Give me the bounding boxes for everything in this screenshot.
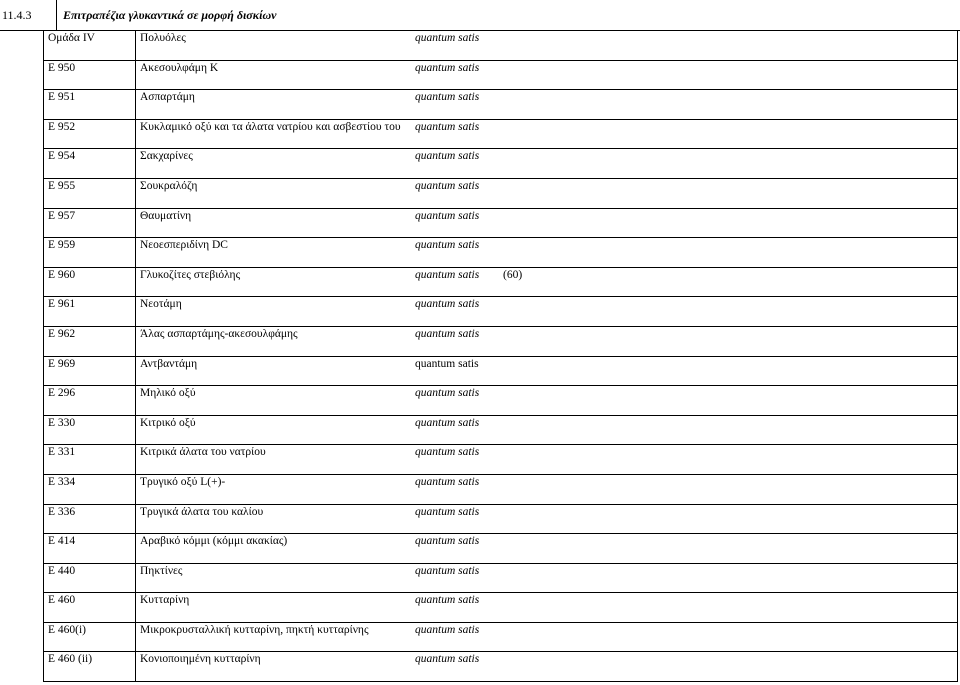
additive-name: Κυκλαμικό οξύ και τα άλατα νατρίου και ασβεστίου του — [140, 120, 401, 133]
additive-code: Ε 957 — [48, 209, 76, 222]
additive-code-cell — [44, 119, 136, 149]
header-divider — [56, 0, 57, 30]
additive-name-cell — [136, 208, 412, 238]
section-header — [0, 0, 960, 31]
max-level-cell — [411, 386, 499, 416]
additive-code: Ε 954 — [48, 150, 76, 163]
additive-code: Ε 951 — [48, 91, 76, 104]
table-row — [44, 534, 958, 564]
additive-name-cell — [136, 386, 412, 416]
max-level: quantum satis — [415, 594, 480, 607]
additive-name: Κιτρικό οξύ — [140, 416, 196, 429]
footnote-cell — [499, 178, 958, 208]
max-level-cell — [411, 356, 499, 386]
table-row — [44, 652, 958, 682]
additive-name: Αντβαντάμη — [140, 357, 198, 370]
footnote-cell — [499, 31, 958, 61]
table-row — [44, 267, 958, 297]
footnote-cell — [499, 622, 958, 652]
max-level: quantum satis — [415, 505, 480, 518]
footnote-cell — [499, 119, 958, 149]
footnote-cell — [499, 356, 958, 386]
section-title: Επιτραπέζια γλυκαντικά σε μορφή δισκίων — [63, 8, 277, 22]
table-row — [44, 593, 958, 623]
max-level: quantum satis — [415, 623, 480, 636]
table-row — [44, 504, 958, 534]
additive-name-cell — [136, 622, 412, 652]
additive-code: Ε 955 — [48, 179, 76, 192]
additive-code-cell — [44, 60, 136, 90]
additive-code: Ε 952 — [48, 120, 76, 133]
table-row — [44, 119, 958, 149]
footnote-cell — [499, 238, 958, 268]
max-level: quantum satis — [415, 357, 479, 370]
additive-name: Τρυγικό οξύ L(+)- — [140, 475, 226, 488]
additive-code-cell — [44, 208, 136, 238]
max-level-cell — [411, 208, 499, 238]
footnote-cell — [499, 149, 958, 179]
additive-code-cell — [44, 386, 136, 416]
max-level-cell — [411, 326, 499, 356]
table-row — [44, 445, 958, 475]
additive-code: Ε 334 — [48, 475, 76, 488]
max-level-cell — [411, 119, 499, 149]
table-row — [44, 356, 958, 386]
max-level: quantum satis — [415, 475, 480, 488]
footnote — [503, 31, 953, 32]
additive-name-cell — [136, 31, 412, 61]
additive-name: Μικροκρυσταλλική κυτταρίνη, πηκτή κυτταρίνης — [140, 623, 369, 636]
max-level-cell — [411, 267, 499, 297]
additive-name-cell — [136, 415, 412, 445]
footnote — [503, 564, 953, 565]
table-row — [44, 474, 958, 504]
additive-code-cell — [44, 326, 136, 356]
max-level: quantum satis — [415, 298, 480, 311]
additive-name: Νεοεσπεριδίνη DC — [140, 239, 228, 252]
table-row — [44, 563, 958, 593]
footnote — [503, 416, 953, 417]
additive-name-cell — [136, 326, 412, 356]
table-row — [44, 60, 958, 90]
additive-code-cell — [44, 31, 136, 61]
max-level: quantum satis — [415, 239, 480, 252]
additive-code: Ε 460(i) — [48, 623, 87, 636]
max-level: quantum satis — [415, 327, 480, 340]
max-level: quantum satis — [415, 387, 480, 400]
footnote-cell — [499, 504, 958, 534]
additive-name: Μηλικό οξύ — [140, 387, 196, 400]
additive-name: Θαυματίνη — [140, 209, 192, 222]
max-level: quantum satis — [415, 653, 480, 666]
table-row — [44, 622, 958, 652]
footnote — [503, 534, 953, 535]
max-level: quantum satis — [415, 120, 480, 133]
additive-code: Ε 460 (ii) — [48, 653, 93, 666]
max-level-cell — [411, 238, 499, 268]
table-row — [44, 178, 958, 208]
table-row — [44, 415, 958, 445]
footnote: (60) — [503, 268, 523, 281]
table-row — [44, 90, 958, 120]
max-level: quantum satis — [415, 61, 480, 74]
additive-code-cell — [44, 90, 136, 120]
additive-code-cell — [44, 415, 136, 445]
additive-code-cell — [44, 238, 136, 268]
footnote-cell — [499, 534, 958, 564]
additive-code-cell — [44, 474, 136, 504]
additive-code: Ε 950 — [48, 61, 76, 74]
additive-name-cell — [136, 563, 412, 593]
footnote — [503, 61, 953, 62]
max-level: quantum satis — [415, 564, 480, 577]
additive-code-cell — [44, 652, 136, 682]
additive-code-cell — [44, 267, 136, 297]
additive-name: Ασπαρτάμη — [140, 91, 195, 104]
table-row — [44, 149, 958, 179]
table-row — [44, 238, 958, 268]
footnote-cell — [499, 445, 958, 475]
footnote-cell — [499, 90, 958, 120]
max-level-cell — [411, 297, 499, 327]
footnote — [503, 475, 953, 476]
additive-name: Σακχαρίνες — [140, 150, 193, 163]
additive-name-cell — [136, 445, 412, 475]
max-level-cell — [411, 474, 499, 504]
additive-code-cell — [44, 297, 136, 327]
max-level: quantum satis — [415, 91, 480, 104]
additive-code-cell — [44, 445, 136, 475]
additive-name-cell — [136, 149, 412, 179]
max-level-cell — [411, 504, 499, 534]
additive-code-cell — [44, 534, 136, 564]
footnote — [503, 149, 953, 150]
additive-code-cell — [44, 178, 136, 208]
footnote-cell — [499, 474, 958, 504]
additive-code: Ε 959 — [48, 239, 76, 252]
additive-code: Ε 962 — [48, 327, 76, 340]
table-row — [44, 208, 958, 238]
footnote — [503, 209, 953, 210]
max-level-cell — [411, 60, 499, 90]
additive-name-cell — [136, 593, 412, 623]
additive-name: Πηκτίνες — [140, 564, 183, 577]
additive-code: Ε 460 — [48, 594, 76, 607]
max-level: quantum satis — [415, 416, 480, 429]
footnote — [503, 505, 953, 506]
footnote-cell — [499, 208, 958, 238]
footnote-cell — [499, 415, 958, 445]
max-level: quantum satis — [415, 446, 480, 459]
max-level-cell — [411, 415, 499, 445]
footnote — [503, 297, 953, 298]
additive-code-cell — [44, 563, 136, 593]
footnote — [503, 623, 953, 624]
additive-code-cell — [44, 622, 136, 652]
additives-table-body — [44, 31, 958, 682]
footnote — [503, 120, 953, 121]
table-row — [44, 31, 958, 61]
additive-name-cell — [136, 504, 412, 534]
max-level-cell — [411, 445, 499, 475]
max-level: quantum satis — [415, 32, 480, 44]
additive-name-cell — [136, 119, 412, 149]
additive-name: Κυτταρίνη — [140, 594, 190, 607]
max-level-cell — [411, 31, 499, 61]
table-row — [44, 297, 958, 327]
additive-code-cell — [44, 356, 136, 386]
additive-name: Σουκραλόζη — [140, 179, 198, 192]
additive-name: Κιτρικά άλατα του νατρίου — [140, 446, 266, 459]
additive-name: Κονιοποιημένη κυτταρίνη — [140, 653, 261, 666]
additive-name: Νεοτάμη — [140, 298, 182, 311]
additive-name-cell — [136, 178, 412, 208]
additive-code: Ε 960 — [48, 268, 76, 281]
additive-code-cell — [44, 504, 136, 534]
additive-code: Ε 414 — [48, 535, 76, 548]
footnote — [503, 386, 953, 387]
additive-code: Ε 336 — [48, 505, 76, 518]
max-level-cell — [411, 90, 499, 120]
footnote — [503, 238, 953, 239]
max-level: quantum satis — [415, 535, 480, 548]
additive-name-cell — [136, 297, 412, 327]
max-level-cell — [411, 534, 499, 564]
footnote-cell — [499, 60, 958, 90]
footnote — [503, 179, 953, 180]
footnote — [503, 652, 953, 653]
additives-table — [43, 30, 958, 682]
additive-name: Πολυόλες — [140, 32, 186, 44]
footnote — [503, 90, 953, 91]
max-level-cell — [411, 622, 499, 652]
additive-name: Τρυγικά άλατα του καλίου — [140, 505, 264, 518]
additive-code: Ε 330 — [48, 416, 76, 429]
footnote-cell — [499, 652, 958, 682]
max-level-cell — [411, 178, 499, 208]
max-level-cell — [411, 652, 499, 682]
footnote-cell — [499, 326, 958, 356]
footnote-cell — [499, 297, 958, 327]
additive-name-cell — [136, 267, 412, 297]
additive-code: Ε 961 — [48, 298, 76, 311]
footnote-cell — [499, 563, 958, 593]
additive-code: Ε 440 — [48, 564, 76, 577]
additive-name-cell — [136, 90, 412, 120]
additive-name: Αραβικό κόμμι (κόμμι ακακίας) — [140, 535, 288, 548]
additive-code: Ε 969 — [48, 357, 76, 370]
additive-code-cell — [44, 149, 136, 179]
additive-code: Ομάδα IV — [48, 32, 95, 44]
section-number: 11.4.3 — [2, 8, 32, 22]
footnote — [503, 445, 953, 446]
additive-name-cell — [136, 60, 412, 90]
additive-code: Ε 296 — [48, 387, 76, 400]
max-level: quantum satis — [415, 268, 480, 281]
footnote — [503, 327, 953, 328]
footnote-cell — [499, 593, 958, 623]
max-level: quantum satis — [415, 209, 480, 222]
additive-code: Ε 331 — [48, 446, 76, 459]
max-level: quantum satis — [415, 150, 480, 163]
additive-name-cell — [136, 652, 412, 682]
additive-name: Ακεσουλφάμη Κ — [140, 61, 219, 74]
additive-name: Γλυκοζίτες στεβιόλης — [140, 268, 241, 281]
additive-name-cell — [136, 474, 412, 504]
table-row — [44, 386, 958, 416]
max-level: quantum satis — [415, 179, 480, 192]
additive-name: Άλας ασπαρτάμης-ακεσουλφάμης — [140, 327, 298, 340]
footnote-cell — [499, 267, 958, 297]
max-level-cell — [411, 593, 499, 623]
additive-name-cell — [136, 356, 412, 386]
additive-name-cell — [136, 534, 412, 564]
max-level-cell — [411, 149, 499, 179]
max-level-cell — [411, 563, 499, 593]
footnote — [503, 593, 953, 594]
additive-code-cell — [44, 593, 136, 623]
table-row — [44, 326, 958, 356]
additive-name-cell — [136, 238, 412, 268]
footnote-cell — [499, 386, 958, 416]
footnote — [503, 357, 953, 358]
